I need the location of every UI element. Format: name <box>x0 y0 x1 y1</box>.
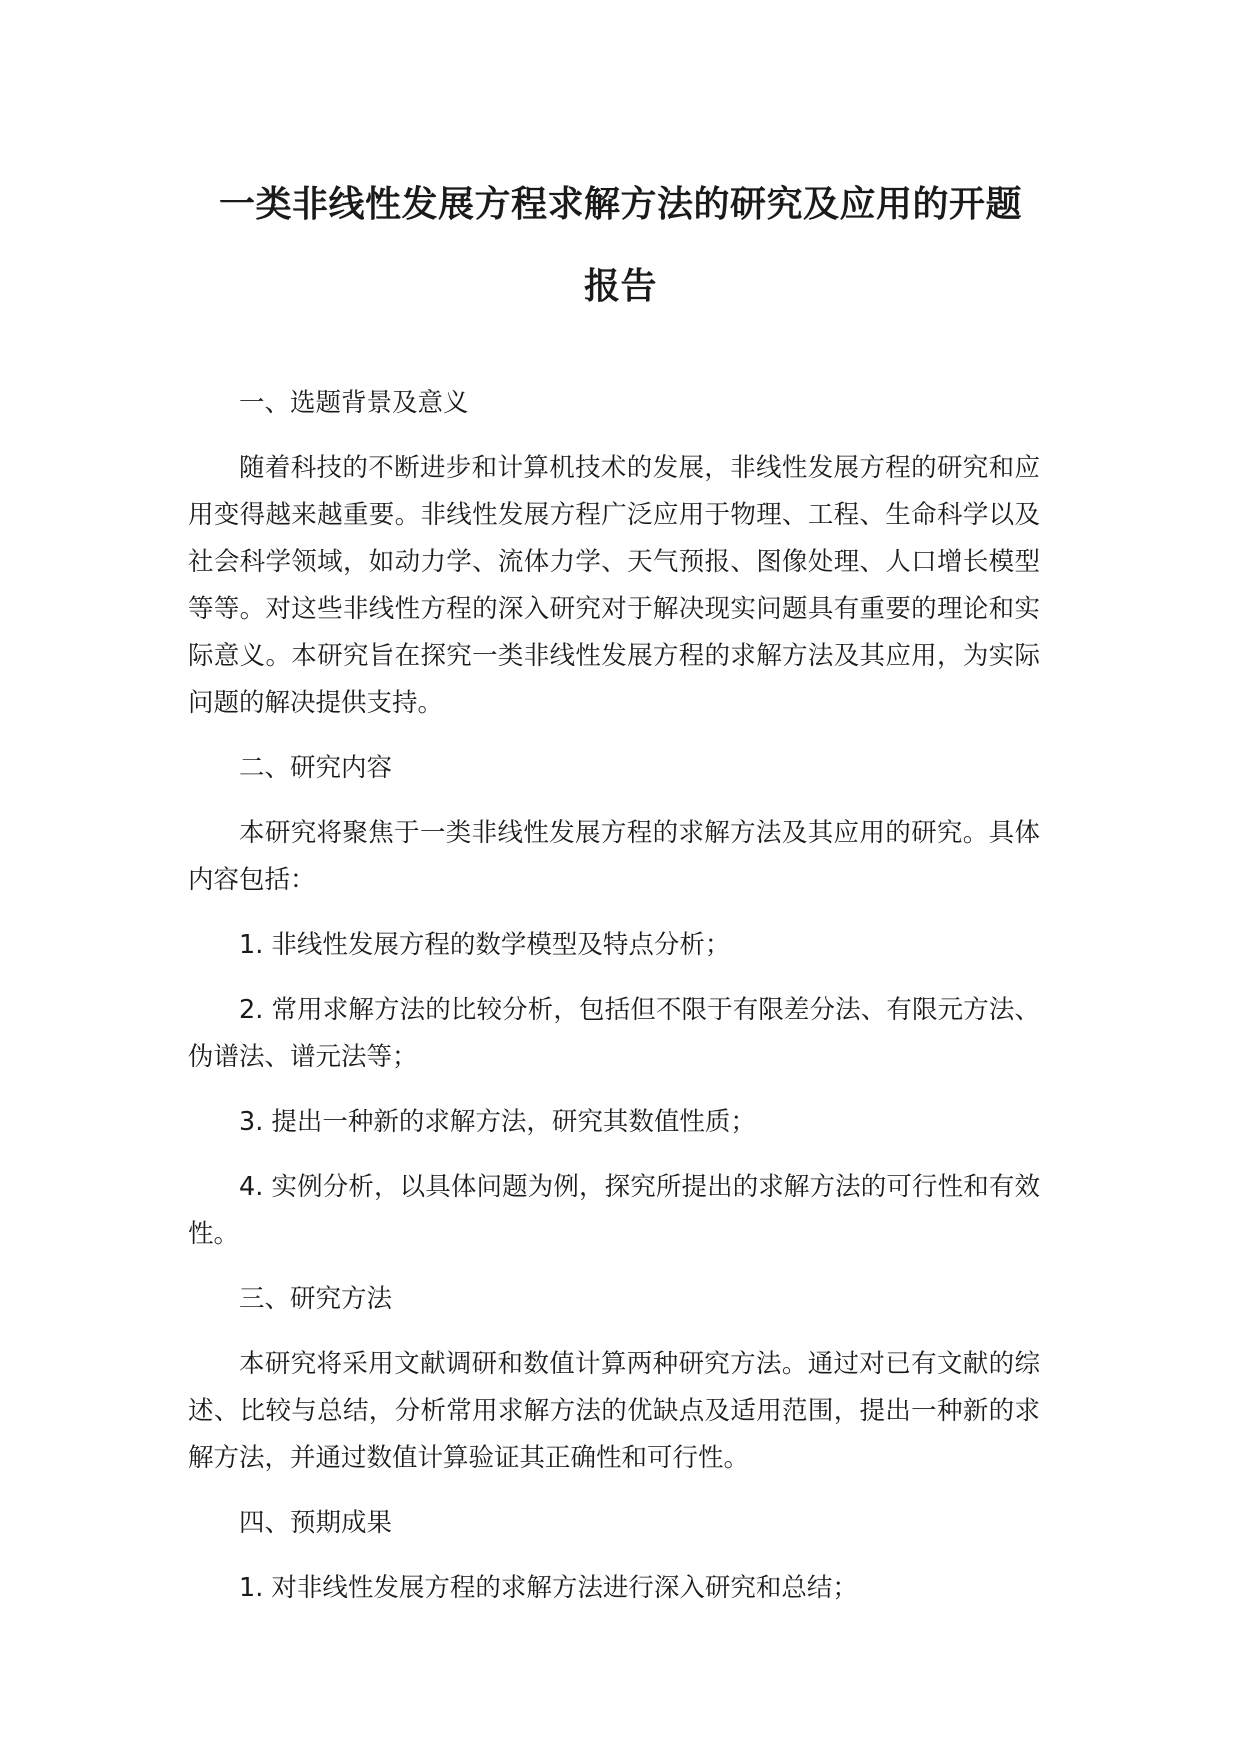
outcomes-item-1: 1. 对非线性发展方程的求解方法进行深入研究和总结； <box>239 1573 858 1603</box>
section-heading-outcomes: 四、预期成果 <box>239 1508 393 1538</box>
content-intro-paragraph: 本研究将聚焦于一类非线性发展方程的求解方法及其应用的研究。具体内容包括： <box>188 818 1040 895</box>
content-item-3: 3. 提出一种新的求解方法，研究其数值性质； <box>239 1107 756 1137</box>
content-item-1: 1. 非线性发展方程的数学模型及特点分析； <box>239 930 731 960</box>
document-title-line-2: 报告 <box>583 266 657 307</box>
document-title-line-1: 一类非线性发展方程求解方法的研究及应用的开题 <box>218 184 1022 225</box>
content-item-4: 4. 实例分析，以具体问题为例，探究所提出的求解方法的可行性和有效性。 <box>188 1172 1040 1249</box>
background-paragraph: 随着科技的不断进步和计算机技术的发展，非线性发展方程的研究和应用变得越来越重要。非线性发展方程广泛应用于物理、工程、生命科学以及社会科学领域，如动力学、流体力学、天气预报、图像处理、人口增长模型等等。对这些非线性方程的深入研究对于解决现实问题具有重要的理论和实际意义。本研究旨在探究一类非线性发展方程的求解方法及其应用，为实际问题的解决提供支持。 <box>188 453 1040 718</box>
section-heading-background: 一、选题背景及意义 <box>239 388 469 418</box>
content-item-2: 2. 常用求解方法的比较分析，包括但不限于有限差分法、有限元方法、伪谱法、谱元法等； <box>188 995 1040 1072</box>
document-body <box>188 380 1040 1630</box>
section-heading-content: 二、研究内容 <box>239 753 393 783</box>
section-heading-methods: 三、研究方法 <box>239 1284 393 1314</box>
methods-paragraph: 本研究将采用文献调研和数值计算两种研究方法。通过对已有文献的综述、比较与总结，分析常用求解方法的优缺点及适用范围，提出一种新的求解方法，并通过数值计算验证其正确性和可行性。 <box>188 1349 1040 1473</box>
